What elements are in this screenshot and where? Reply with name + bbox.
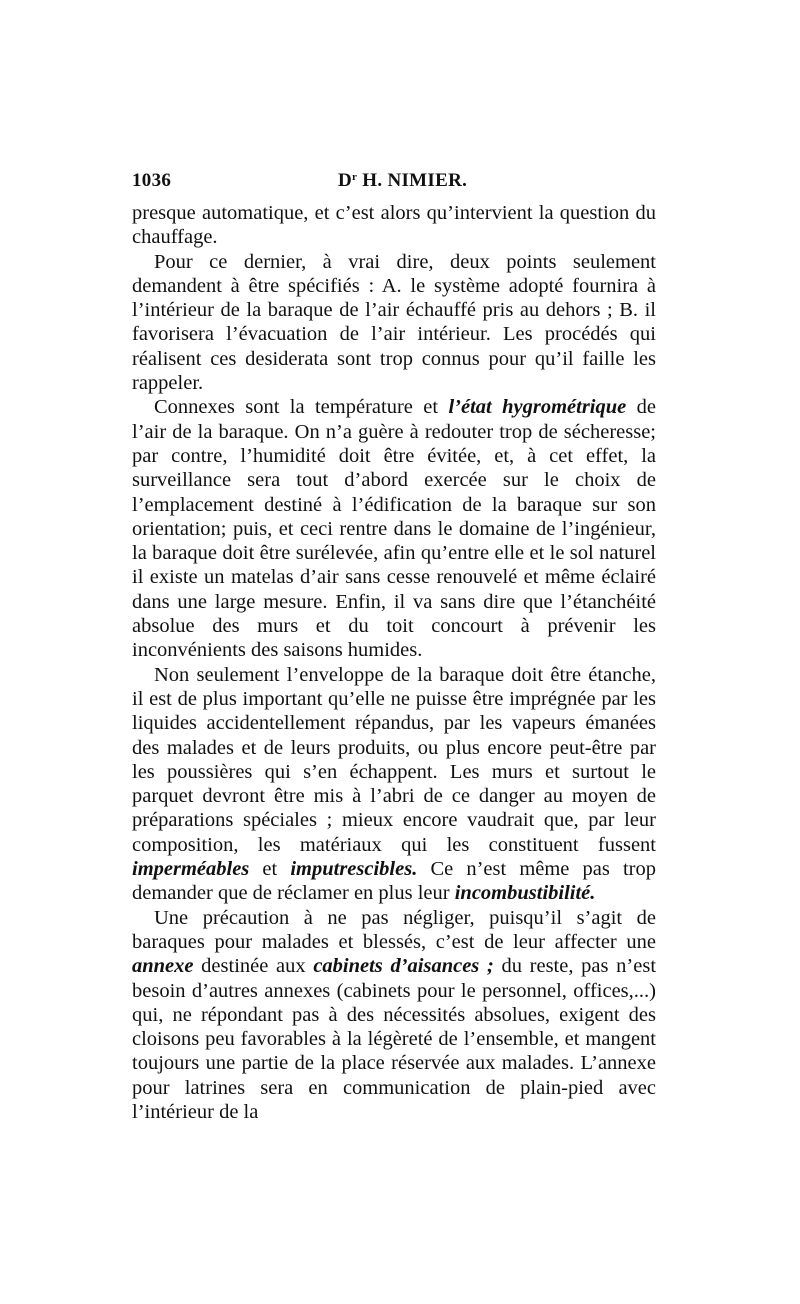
paragraph-2: Pour ce dernier, à vrai dire, deux points seulement demandent à être spécifiés : A. le système adopté fournira à l’intérieur de la baraque de l’air échauffé pris au dehors ; B. il favorisera l’évacuation de l’air intérieur. Les procédés qui réalisent ces desiderata sont trop connus pour qu’il faille les rappeler. (132, 250, 656, 395)
paragraph-5-italic-2: cabinets d’aisances ; (313, 955, 494, 978)
paragraph-5-text-3: du reste, pas n’est besoin d’autres annexes (cabinets pour le personnel, offices,...) qui, ne répondant pas à des nécessités absolues, exigent des cloisons peu favorables à la légèreté de l’ensemble, et mangent toujours une partie de la place réservée aux malades. L’annexe pour latrines sera en communication de plain-pied avec l’intérieur de la (132, 955, 657, 1123)
page-number: 1036 (132, 170, 172, 191)
paragraph-4-text-1: Non seulement l’enveloppe de la baraque doit être étanche, il est de plus important qu’elle ne puisse être imprégnée par les liquides accidentellement répandus, par les vapeurs émanées des malades et de leurs produits, ou plus encore peut-être par les poussières qui s’en échappent. Les murs et surtout le parquet devront être mis à l’abri de ce danger au moyen de préparations spéciales ; mieux encore vaudrait que, par leur composition, les matériaux qui les constituent fussent (132, 663, 656, 856)
running-head (132, 170, 656, 196)
paragraph-5-italic-1: annexe (132, 955, 194, 978)
paragraph-4 (132, 663, 656, 906)
author-surname: H. NIMIER. (357, 170, 468, 191)
author-superscript: r (352, 171, 358, 183)
paragraph-3-text-1: Connexes sont la température et (154, 396, 449, 419)
paragraph-3 (132, 395, 656, 662)
paragraph-4-text-3: Ce n’est même pas trop demander que de réclamer en plus leur (132, 858, 657, 905)
paragraph-5 (132, 906, 656, 1125)
paragraph-1: presque automatique, et c’est alors qu’intervient la question du chauffage. (132, 202, 656, 249)
paragraph-4-text-2: et (249, 858, 291, 881)
paragraph-4-italic-3: incombustibilité. (454, 882, 596, 905)
paragraph-3-text-2: de l’air de la baraque. On n’a guère à redouter trop de sécheresse; par contre, l’humidité doit être évitée, et, à cet effet, la surveillance sera tout d’abord exercée sur le choix de l’emplacement destiné à l’édification de la baraque sur son orientation; puis, et ceci rentre dans le domaine de l’ingénieur, la baraque doit être surélevée, afin qu’entre elle et le sol naturel il existe un matelas d’air sans cesse renouvelé et même éclairé dans une large mesure. Enfin, il va sans dire que l’étanchéité absolue des murs et du toit concourt à prévenir les inconvénients des saisons humides. (132, 396, 656, 662)
paragraph-5-text-1: Une précaution à ne pas négliger, puisqu’il s’agit de baraques pour malades et blessés, c’est de leur affecter une (132, 906, 656, 953)
author-name (338, 170, 467, 192)
paragraph-4-italic-1: imperméables (132, 858, 250, 881)
author-prefix: D (338, 170, 353, 191)
paragraph-4-italic-2: imputrescibles. (290, 858, 418, 881)
paragraph-3-italic-1: l’état hygrométrique (448, 396, 627, 419)
body-text (132, 201, 656, 1124)
paragraph-5-text-2: destinée aux (193, 955, 314, 978)
